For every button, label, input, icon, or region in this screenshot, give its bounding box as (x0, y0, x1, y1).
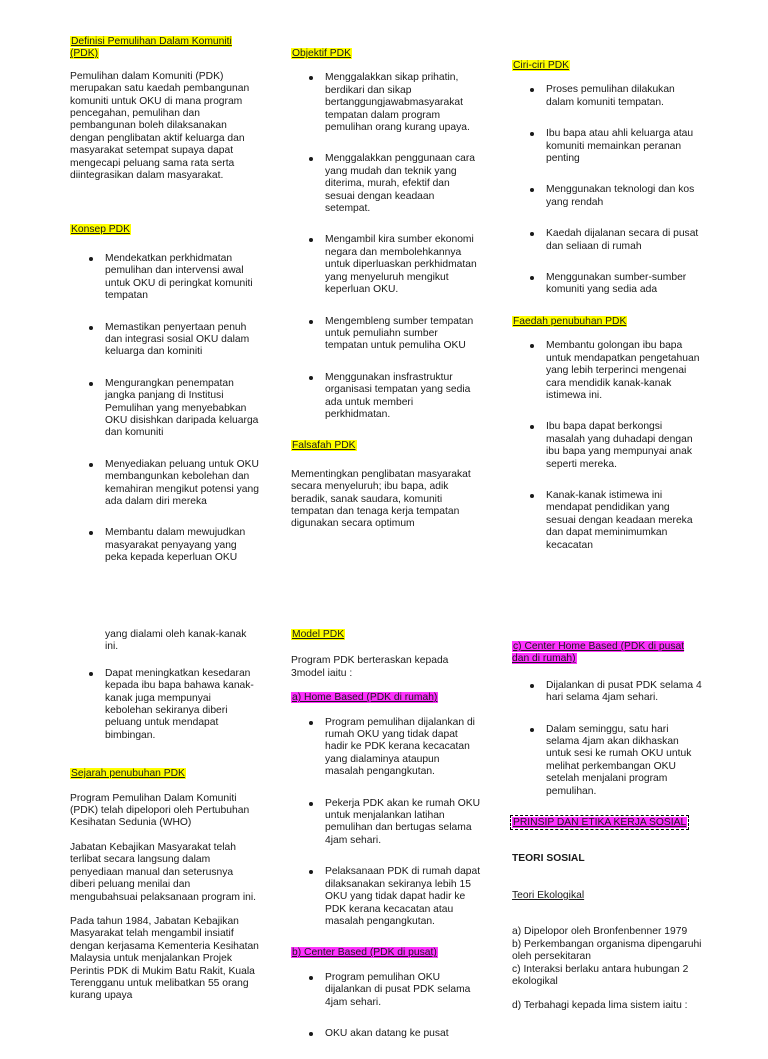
faedah-heading: Faedah penubuhan PDK (513, 315, 627, 327)
falsafah-heading: Falsafah PDK (292, 440, 356, 452)
teori-sosial-heading: TEORI SOSIAL (512, 853, 585, 865)
list-item: Menyediakan peluang untuk OKU membangunkan kebolehan dan kemahiran mengikut potensi yang ada dalam diri mereka (105, 458, 259, 507)
teori-ekologikal-heading: Teori Ekologikal (512, 889, 585, 901)
home-based-list (291, 717, 481, 929)
list-item: Menggalakkan sikap prihatin, berdikari dan sikap bertanggungjawabmasyarakat tempatan dalam program pemulihan orang kurang upaya. (325, 72, 481, 134)
top-col-1 (70, 36, 260, 584)
ekologi-line: a) Dipelopor oleh Bronfenbenner 1979 (512, 926, 688, 938)
konsep-heading: Konsep PDK (71, 224, 130, 236)
bottom-col-1 (70, 629, 260, 1015)
ciri-list (512, 84, 702, 296)
center-home-based-heading: c) Center Home Based (PDK di pusat dan di rumah) (512, 641, 685, 665)
konsep-list (71, 253, 260, 565)
prinsip-heading: PRINSIP DAN ETIKA KERJA SOSIAL (513, 817, 687, 829)
top-col-3 (512, 60, 702, 571)
bottom-panel (0, 590, 768, 1039)
list-item: Mengambil kira sumber ekonomi negara dan membolehkannya untuk diperluaskan perkhidmatan yang menyeluruh mengikut keperluan OKU. (325, 234, 481, 296)
sejarah-heading: Sejarah penubuhan PDK (71, 768, 185, 780)
model-text: Program PDK berteraskan kepada 3model iaitu : (291, 655, 449, 679)
list-item: Memastikan penyertaan penuh dan integrasi sosial OKU dalam keluarga dan kominiti (105, 322, 260, 359)
list-item: Ibu bapa atau ahli keluarga atau komuniti memainkan peranan penting (546, 128, 702, 165)
home-based-heading: a) Home Based (PDK di rumah) (292, 692, 438, 704)
list-item: Membantu golongan ibu bapa untuk mendapatkan pengetahuan yang lebih terperinci mengenai cara mendidik kanak-kanak istimewa ini. (546, 340, 702, 402)
falsafah-text: Mementingkan penglibatan masyarakat secara menyeluruh; ibu bapa, adik beradik, sanak saudara, komuniti tempatan dan tenaga kerja tempatan digunakan secara optimum (291, 468, 471, 530)
list-item: Proses pemulihan dilakukan dalam komuniti tempatan. (546, 84, 702, 109)
faedah-list (512, 340, 702, 552)
definisi-text: Pemulihan dalam Komuniti (PDK) merupakan satu kaedah pembangunan komuniti untuk OKU di mana program pencegahan, pemulihan dan pembangunan boleh dilaksanakan dengan penglibatan aktif keluarga dan masyarakat setempat supaya dapat mengecapi peluang sama rata serta diintegrasikan dalam masyarakat. (70, 70, 250, 182)
list-item: Pelaksanaan PDK di rumah dapat dilaksanakan sekiranya lebih 15 OKU yang tidak dapat hadir ke PDK kerana kecacatan atau masalah pengangkutan. (325, 866, 481, 927)
list-item: Pekerja PDK akan ke rumah OKU untuk menjalankan latihan pemulihan dan bertugas selama 4jam sehari. (325, 797, 481, 846)
list-item: Mendekatkan perkhidmatan pemulihan dan intervensi awal untuk OKU di peringkat komuniti tempatan (105, 253, 260, 303)
list-item: Menggunakan teknologi dan kos yang rendah (546, 184, 702, 209)
list-item: Mengembleng sumber tempatan untuk pemuliahn sumber tempatan untuk pemuliha OKU (325, 316, 481, 353)
list-item: Dalam seminggu, satu hari selama 4jam akan dikhaskan untuk sesi ke rumah OKU untuk melihat perkembangan OKU setelah menjalani program pemulihan. (546, 724, 702, 798)
list-item: Ibu bapa dapat berkongsi masalah yang duhadapi dengan ibu bapa yang mempunyai anak seperti mereka. (546, 421, 702, 471)
list-item: Membantu dalam mewujudkan masyarakat penyayang yang peka kepada keperluan OKU (105, 527, 260, 564)
model-heading: Model PDK (292, 629, 345, 640)
definisi-heading: Definisi Pemulihan Dalam Komuniti (PDK) (70, 36, 232, 60)
list-item: Menggunakan sumber-sumber komuniti yang sedia ada (546, 272, 702, 297)
bottom-col-3 (512, 641, 702, 1013)
list-item: Kanak-kanak istimewa ini mendapat pendidikan yang sesuai dengan keadaan mereka dan dapat meminimumkan kecacatan (546, 490, 702, 552)
sejarah-paragraph-3: Pada tahun 1984, Jabatan Kebajikan Masyarakat telah mengambil insiatif dengan kerjasama Kementeria Kesihatan Malaysia untuk menjalankan Projek Perintis PDK di Mukim Batu Rakit, Kuala Terengganu untuk melibatkan 55 orang kurang upaya (70, 915, 259, 1002)
ekologi-list (512, 926, 702, 988)
list-item: Mengurangkan penempatan jangka panjang di Institusi Pemulihan yang menyebabkan OKU disishkan daripada keluarga dan komuniti (105, 377, 259, 439)
center-based-heading: b) Center Based (PDK di pusat) (292, 947, 437, 959)
ekologi-line: b) Perkembangan organisma dipengaruhi oleh persekitaran (512, 938, 702, 963)
list-item: Dijalankan di pusat PDK selama 4 hari selama 4jam sehari. (546, 679, 702, 704)
objektif-heading: Objektif PDK (292, 48, 351, 59)
sejarah-paragraph-2: Jabatan Kebajikan Masyarakat telah terlibat secara langsung dalam penyediaan manual dan seterusnya diberi peluang menilai dan mengubahsuai pelaksanaan program ini. (70, 841, 257, 903)
list-item: OKU akan datang ke pusat (325, 1028, 481, 1040)
list-item: Program pemulihan OKU dijalankan di pusat PDK selama 4jam sehari. (325, 972, 481, 1009)
list-item: Menggalakkan penggunaan cara yang mudah dan teknik yang diterima, murah, efektif dan sesuai dengan keadaan setempat. (325, 153, 481, 215)
list-item: Menggunakan insfrastruktur organisasi tempatan yang sedia ada untuk memberi perkhidmatan. (325, 372, 481, 422)
list-item: Kaedah dijalanan secara di pusat dan seliaan di rumah (546, 228, 702, 253)
objektif-list (291, 72, 481, 421)
top-col-2 (291, 48, 481, 543)
list-item: Program pemulihan dijalankan di rumah OKU yang tidak dapat hadir ke PDK kerana kecacatan yang dialaminya ataupun masalah pengangkutan. (325, 717, 481, 779)
center-home-based-list (512, 680, 702, 798)
sejarah-paragraph-1: Program Pemulihan Dalam Komuniti (PDK) telah dipelopori oleh Pertubuhan Kesihatan Sedunia (WHO) (70, 792, 250, 829)
list-item: Dapat meningkatkan kesedaran kepada ibu bapa bahawa kanak-kanak juga mempunyai kebolehan sekiranya diberi peluang untuk mendapat bimbingan. (105, 668, 260, 742)
ciri-heading: Ciri-ciri PDK (513, 60, 570, 71)
continued-list (71, 629, 260, 742)
list-item-continued: yang dialami oleh kanak-kanak ini. (105, 629, 247, 653)
ekologi-line: c) Interaksi berlaku antara hubungan 2 ekologikal (512, 963, 689, 987)
ekologi-line-d: d) Terbahagi kepada lima sistem iaitu : (512, 1000, 688, 1012)
bottom-col-2 (291, 629, 481, 1059)
center-based-list (291, 972, 481, 1041)
